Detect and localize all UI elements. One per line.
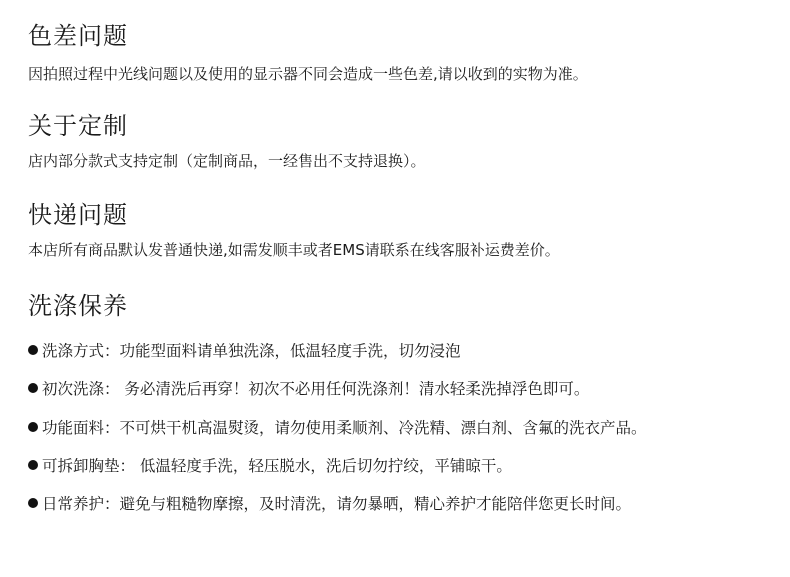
shipping-text: 本店所有商品默认发普通快递,如需发顺丰或者EMS请联系在线客服补运费差价。	[28, 241, 560, 259]
care-item-text: 初次洗涤： 务必清洗后再穿！初次不必用任何洗涤剂！清水轻柔洗掉浮色即可。	[42, 380, 590, 399]
bullet-icon	[28, 383, 38, 393]
color-difference-heading: 色差问题	[28, 22, 128, 50]
care-item-text: 洗涤方式：功能型面料请单独洗涤，低温轻度手洗，切勿浸泡	[42, 342, 461, 360]
care-item-text: 日常养护：避免与粗糙物摩擦，及时清洗，请勿暴晒，精心养护才能陪伴您更长时间。	[42, 495, 632, 514]
care-item-text: 可拆卸胸垫： 低温轻度手洗，轻压脱水，洗后切勿拧绞，平铺晾干。	[42, 456, 512, 475]
customization-heading: 关于定制	[28, 112, 128, 140]
customization-text: 店内部分款式支持定制（定制商品，一经售出不支持退换）。	[28, 152, 426, 170]
washing-care-heading: 洗涤保养	[28, 292, 128, 320]
color-difference-text: 因拍照过程中光线问题以及使用的显示器不同会造成一些色差,请以收到的实物为准。	[28, 65, 588, 83]
care-item-text: 功能面料：不可烘干机高温熨烫，请勿使用柔顺剂、冷洗精、漂白剂、含氟的洗衣产品。	[42, 418, 647, 437]
bullet-icon	[28, 345, 38, 355]
list-item	[28, 378, 647, 398]
bullet-icon	[28, 460, 38, 470]
care-instructions-list	[28, 340, 647, 531]
shipping-heading: 快递问题	[28, 201, 128, 229]
list-item	[28, 340, 647, 360]
list-item	[28, 455, 647, 475]
bullet-icon	[28, 422, 38, 432]
list-item	[28, 493, 647, 513]
list-item	[28, 417, 647, 437]
bullet-icon	[28, 498, 38, 508]
